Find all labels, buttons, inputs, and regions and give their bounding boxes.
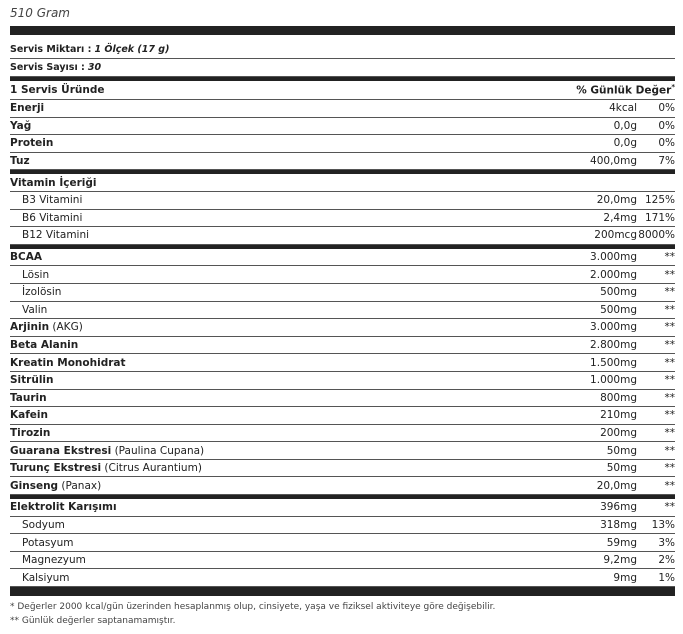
nutrient-row [10, 100, 675, 118]
nutrient-amount: 2,4mg [603, 211, 637, 224]
nutrient-amount: 20,0mg [596, 194, 637, 207]
nutrient-amount: 20,0mg [596, 479, 637, 492]
nutrient-name: Valin [22, 303, 48, 316]
vitamin-row [10, 192, 675, 210]
ingredient-row [10, 249, 675, 267]
nutrient-amount: 59mg [606, 536, 637, 549]
daily-value-percent: ** [664, 374, 675, 387]
daily-value-percent: 2% [658, 554, 675, 567]
nutrition-facts-panel [10, 0, 675, 596]
divider-thick [10, 26, 675, 35]
ingredient-row [10, 337, 675, 355]
sub-ingredient-row [10, 569, 675, 587]
nutrient-name: Potasyum [22, 536, 74, 549]
nutrient-name: İzolösin [22, 286, 62, 299]
nutrient-row [10, 135, 675, 153]
nutrient-name: Yağ [10, 119, 32, 132]
daily-value-percent: ** [664, 409, 675, 422]
ingredient-list [10, 319, 675, 495]
nutrient-amount: 210mg [600, 409, 637, 422]
nutrient-name: Protein [10, 137, 54, 150]
daily-value-percent: 171% [644, 211, 675, 224]
daily-value-percent: 1% [658, 571, 675, 584]
bcaa-section [10, 249, 675, 319]
vitamin-heading-row [10, 174, 675, 192]
footnote-undetermined: ** Günlük değerler saptanamamıştır. [10, 616, 176, 626]
daily-value-percent: ** [664, 356, 675, 369]
nutrient-name: B3 Vitamini [22, 194, 83, 207]
ingredient-row [10, 425, 675, 443]
nutrient-amount: 800mg [600, 391, 637, 404]
ingredient-row [10, 499, 675, 517]
ingredient-row [10, 442, 675, 460]
ingredient-row [10, 460, 675, 478]
daily-value-percent: ** [664, 251, 675, 264]
nutrient-amount: 400,0mg [590, 155, 637, 168]
daily-value-percent: ** [664, 501, 675, 514]
daily-value-percent: 125% [644, 194, 675, 207]
nutrient-name: Kalsiyum [22, 571, 70, 584]
package-weight: 510 Gram [10, 6, 70, 20]
nutrient-amount: 396mg [600, 501, 637, 514]
ingredient-row [10, 407, 675, 425]
nutrient-name: Ginseng (Panax) [10, 479, 102, 492]
daily-value-percent: ** [664, 391, 675, 404]
table-header [10, 81, 675, 100]
basic-nutrients [10, 100, 675, 170]
nutrient-name: Guarana Ekstresi (Paulina Cupana) [10, 444, 205, 457]
sub-ingredient-row [10, 517, 675, 535]
ingredient-row [10, 390, 675, 408]
nutrient-amount: 9mg [613, 571, 637, 584]
daily-value-percent: ** [664, 321, 675, 334]
footnotes [10, 600, 495, 628]
daily-value-percent: 0% [658, 102, 675, 115]
servings-per-container: Servis Sayısı : 30 [10, 59, 675, 77]
header-per-serving: 1 Servis Üründe [10, 84, 105, 96]
daily-value-percent: ** [664, 426, 675, 439]
vitamin-list [10, 192, 675, 245]
sub-ingredient-row [10, 534, 675, 552]
nutrient-name: Beta Alanin [10, 339, 79, 352]
daily-value-percent: ** [664, 462, 675, 475]
serving-size: Servis Miktarı : 1 Ölçek (17 g) [10, 41, 675, 59]
nutrient-name: Kreatin Monohidrat [10, 356, 126, 369]
daily-value-percent: 8000% [638, 229, 675, 242]
nutrient-row [10, 118, 675, 136]
daily-value-percent: 0% [658, 119, 675, 132]
nutrient-amount: 318mg [600, 518, 637, 531]
vitamin-heading: Vitamin İçeriği [10, 176, 97, 189]
vitamin-row [10, 227, 675, 245]
nutrient-amount: 9,2mg [603, 554, 637, 567]
divider-thick [10, 587, 675, 596]
nutrient-name: B6 Vitamini [22, 211, 83, 224]
nutrient-amount: 1.500mg [590, 356, 637, 369]
daily-value-percent: 3% [658, 536, 675, 549]
nutrient-amount: 50mg [606, 444, 637, 457]
nutrient-name: B12 Vitamini [22, 229, 90, 242]
nutrient-row [10, 153, 675, 171]
nutrient-name: Taurin [10, 391, 47, 404]
nutrient-name: Enerji [10, 102, 45, 115]
nutrient-name: Sodyum [22, 518, 65, 531]
nutrient-name: Arjinin (AKG) [10, 321, 83, 334]
ingredient-row [10, 354, 675, 372]
sub-ingredient-row [10, 284, 675, 302]
nutrient-name: Turunç Ekstresi (Citrus Aurantium) [10, 462, 202, 475]
nutrient-name: Tirozin [10, 426, 51, 439]
nutrient-name: Elektrolit Karışımı [10, 501, 117, 514]
nutrient-name: Lösin [22, 268, 50, 281]
nutrient-amount: 0,0g [613, 137, 637, 150]
nutrient-amount: 2.800mg [590, 339, 637, 352]
daily-value-percent: 13% [651, 518, 675, 531]
daily-value-percent: ** [664, 444, 675, 457]
nutrient-amount: 500mg [600, 286, 637, 299]
nutrient-amount: 3.000mg [590, 251, 637, 264]
ingredient-row [10, 372, 675, 390]
daily-value-percent: ** [664, 339, 675, 352]
nutrient-amount: 200mg [600, 426, 637, 439]
daily-value-percent: ** [664, 286, 675, 299]
header-daily-value: % Günlük Değer* [576, 83, 675, 97]
electrolyte-section [10, 499, 675, 587]
nutrient-amount: 0,0g [613, 119, 637, 132]
nutrient-name: Kafein [10, 409, 48, 422]
nutrient-amount: 1.000mg [590, 374, 637, 387]
vitamin-row [10, 210, 675, 228]
nutrient-name: BCAA [10, 251, 42, 264]
nutrient-amount: 50mg [606, 462, 637, 475]
sub-ingredient-row [10, 266, 675, 284]
nutrient-amount: 500mg [600, 303, 637, 316]
sub-ingredient-row [10, 302, 675, 320]
daily-value-percent: 7% [658, 155, 675, 168]
footnote-daily-values: * Değerler 2000 kcal/gün üzerinden hesaplanmış olup, cinsiyete, yaşa ve fiziksel aktiviteye göre değişebilir. [10, 602, 496, 612]
daily-value-percent: ** [664, 268, 675, 281]
ingredient-row [10, 319, 675, 337]
nutrient-amount: 3.000mg [590, 321, 637, 334]
daily-value-percent: ** [664, 303, 675, 316]
ingredient-row [10, 477, 675, 495]
nutrient-amount: 2.000mg [590, 268, 637, 281]
nutrient-name: Sitrülin [10, 374, 54, 387]
nutrient-amount: 4kcal [609, 102, 637, 115]
daily-value-percent: 0% [658, 137, 675, 150]
sub-ingredient-row [10, 552, 675, 570]
nutrient-amount: 200mcg [594, 229, 637, 242]
daily-value-percent: ** [664, 479, 675, 492]
nutrient-name: Magnezyum [22, 554, 86, 567]
nutrient-name: Tuz [10, 155, 30, 168]
